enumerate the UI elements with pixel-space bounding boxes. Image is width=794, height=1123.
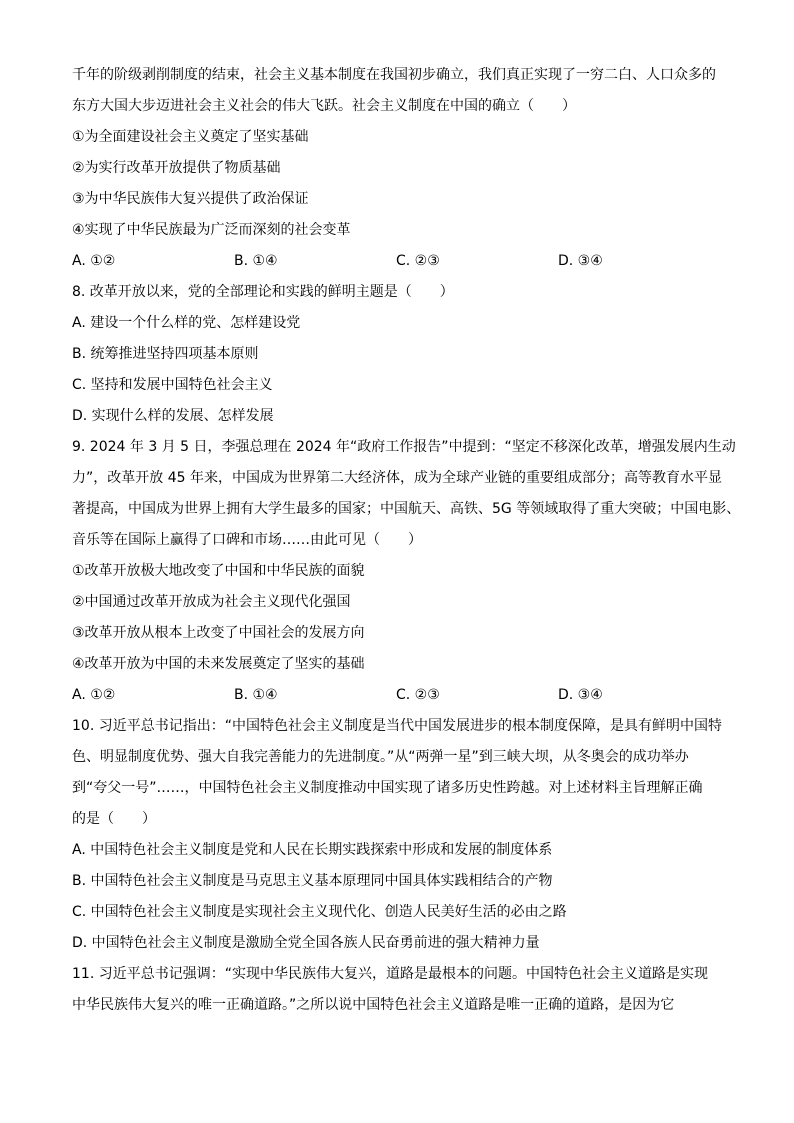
option-c: C. ②③ [396,687,440,703]
question-9-item: ②中国通过改革开放成为社会主义现代化强国 [72,594,351,610]
question-10-stem-line: 色、明显制度优势、强大自我完善能力的先进制度。”从“两弹一星”到三峡大坝，从冬奥会的成功举办 [72,749,689,765]
option-c: C. 中国特色社会主义制度是实现社会主义现代化、创造人民美好生活的必由之路 [72,904,567,920]
option-a: A. 中国特色社会主义制度是党和人民在长期实践探索中形成和发展的制度体系 [72,842,553,858]
question-9-options [72,680,732,711]
question-7-stem-line: 千年的阶级剥削制度的结束，社会主义基本制度在我国初步确立，我们真正实现了一穷二白、人口众多的 [72,67,716,83]
question-9 [72,432,741,711]
question-10-stem-line: 到“夸父一号”……，中国特色社会主义制度推动中国实现了诸多历史性跨越。对上述材料主旨理解正确 [72,780,703,796]
question-9-item: ④改革开放为中国的未来发展奠定了坚实的基础 [72,656,365,672]
option-a: A. ①② [72,253,116,269]
question-7-item: ③为中华民族伟大复兴提供了政治保证 [72,191,309,207]
exam-page [72,60,741,1021]
question-9-stem-line: 力”，改革开放 45 年来，中国成为世界第二大经济体，成为全球产业链的重要组成部分；高等教育水平显 [72,470,722,486]
question-11-stem-line: 中华民族伟大复兴的唯一正确道路。”之所以说中国特色社会主义道路是唯一正确的道路，是因为它 [72,997,675,1013]
question-9-item: ③改革开放从根本上改变了中国社会的发展方向 [72,625,365,641]
question-9-stem-line: 著提高，中国成为世界上拥有大学生最多的国家；中国航天、高铁、5G 等领域取得了重大突破；中国电影、 [72,501,741,517]
question-7-item: ①为全面建设社会主义奠定了坚实基础 [72,129,309,145]
question-10 [72,711,732,959]
option-d: D. 中国特色社会主义制度是激励全党全国各族人民奋勇前进的强大精神力量 [72,935,540,951]
option-a: A. 建设一个什么样的党、怎样建设党 [72,315,301,331]
question-7-item: ④实现了中华民族最为广泛而深刻的社会变革 [72,222,351,238]
question-7-item: ②为实行改革开放提供了物质基础 [72,160,281,176]
question-10-stem-line: 10. 习近平总书记指出：“中国特色社会主义制度是当代中国发展进步的根本制度保障，是具有鲜明中国特 [72,718,722,734]
option-a: A. ①② [72,687,116,703]
question-7-options [72,246,732,277]
question-9-stem-line: 音乐等在国际上赢得了口碑和市场……由此可见（ ） [72,532,422,548]
question-8-stem: 8. 改革开放以来，党的全部理论和实践的鲜明主题是（ ） [72,284,454,300]
question-8 [72,277,732,432]
option-b: B. ①④ [234,687,278,703]
option-d: D. ③④ [558,687,603,703]
question-10-stem-line: 的是（ ） [72,811,156,827]
question-11 [72,959,732,1021]
option-b: B. 统筹推进坚持四项基本原则 [72,346,259,362]
question-7-stem-line: 东方大国大步迈进社会主义社会的伟大飞跃。社会主义制度在中国的确立（ ） [72,98,576,114]
option-d: D. ③④ [558,253,603,269]
question-7 [72,60,732,277]
option-c: C. 坚持和发展中国特色社会主义 [72,377,273,393]
question-11-stem-line: 11. 习近平总书记强调：“实现中华民族伟大复兴，道路是最根本的问题。中国特色社会主义道路是实现 [72,966,708,982]
option-b: B. 中国特色社会主义制度是马克思主义基本原理同中国具体实践相结合的产物 [72,873,553,889]
question-9-item: ①改革开放极大地改变了中国和中华民族的面貌 [72,563,365,579]
option-c: C. ②③ [396,253,440,269]
option-b: B. ①④ [234,253,278,269]
option-d: D. 实现什么样的发展、怎样发展 [72,408,274,424]
question-9-stem-line: 9. 2024 年 3 月 5 日，李强总理在 2024 年“政府工作报告”中提到：“坚定不移深化改革，增强发展内生动 [72,439,736,455]
